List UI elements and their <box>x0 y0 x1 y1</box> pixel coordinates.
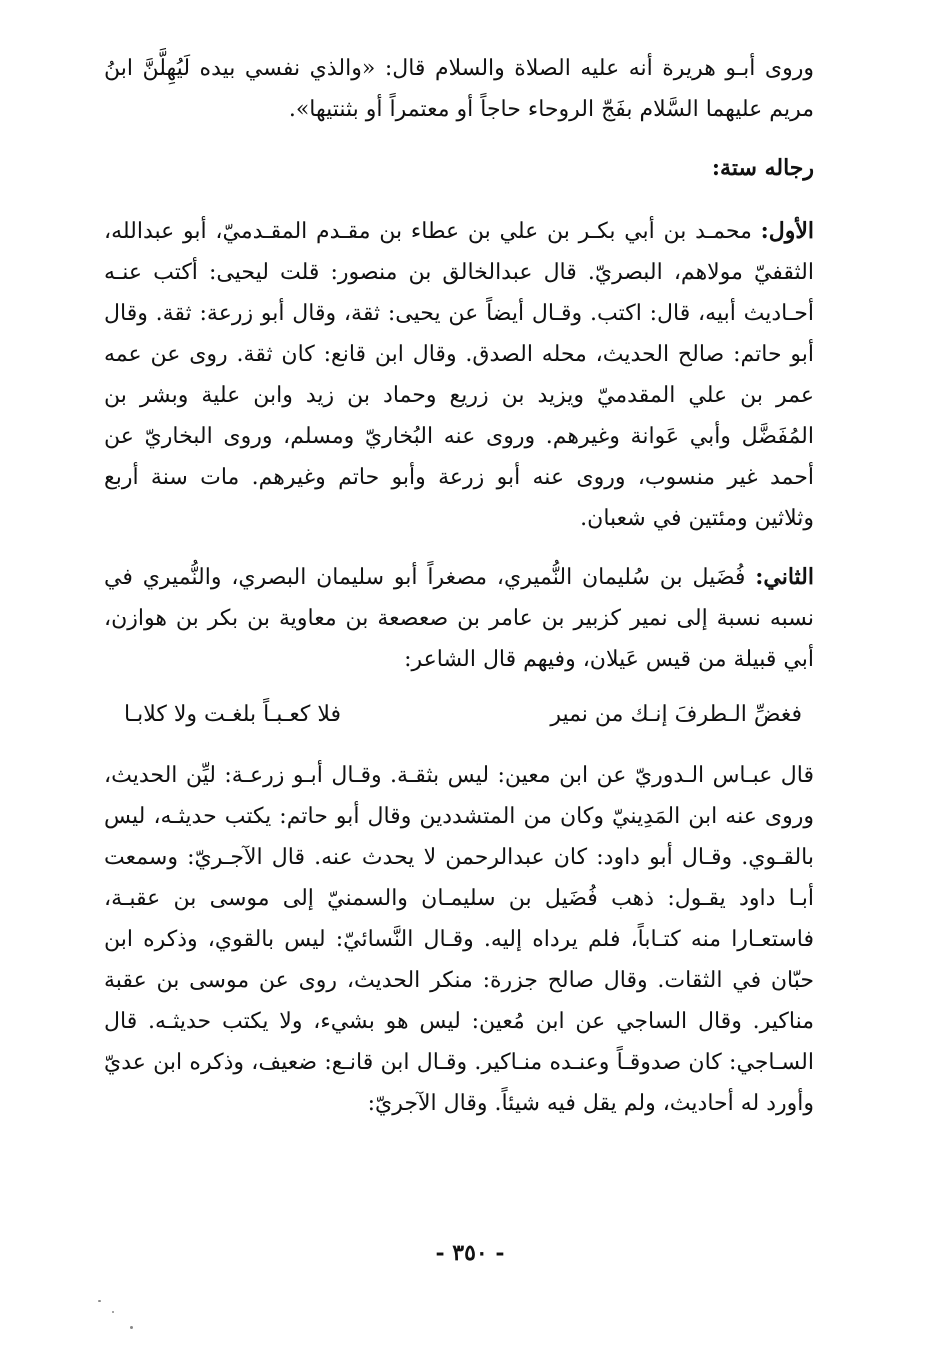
poetry-verse <box>104 694 814 735</box>
verse-first-hemistich: فغضِّ الـطرفَ إنـك من نمير <box>550 702 802 727</box>
narrator-first-label: الأول: <box>760 218 814 244</box>
narrator-second-text: فُضَيل بن سُليمان النُّميري، مصغراً أبو سليمان البصري، والنُّميري في نسبه نسبة إلى نمير كزبير بن عامر بن صعصعة بن معاوية بن بكر بن هوازن، أبي قبيلة من قيس عَيلان، وفيهم قال الشاعر: <box>104 565 814 672</box>
narrator-second-label: الثاني: <box>755 564 814 590</box>
page-body <box>104 48 814 1124</box>
verse-second-hemistich: فلا كعـبـاً بلغـت ولا كلابـا <box>124 702 342 727</box>
scan-speck <box>130 1326 133 1329</box>
narrator-first-paragraph <box>104 211 814 539</box>
section-heading: رجاله ستة: <box>711 155 814 181</box>
page-number: - ٣٥٠ - <box>435 1240 505 1266</box>
narrator-opinions-paragraph: قال عبـاس الـدوريّ عن ابن معين: ليس بثقـة. وقـال أبـو زرعـة: ليِّن الحديث، وروى عنه ابن المَدِينيّ وكان من المتشددين وقال أبو حاتم: يكتب حديثـه، ليس بالقـوي. وقـال أبو داود: كان عبدالرحمن لا يحدث عنه. قال الآجـريّ: وسمعت أبـا داود يقـول: ذهب فُضَيل بن سليمـان والسمنيّ إلى موسى بن عقبـة، فاستعـارا منه كتـاباً، فلم يرداه إليه. وقـال النَّسائيّ: ليس بالقوي، وذكره ابن حبّان في الثقات. وقال صالح جزرة: منكر الحديث، روى عن موسى بن عقبة مناكير. وقال الساجي عن ابن مُعين: ليس هو بشيء، ولا يكتب حديثـه. قال السـاجي: كان صدوقـاً وعنـده منـاكير. وقـال ابن قانـع: ضعيف، وذكره ابن عديّ وأورد له أحاديث، ولم يقل فيه شيئاً. وقال الآجريّ: <box>104 763 814 1116</box>
narrator-second-paragraph <box>104 557 814 680</box>
scan-speck <box>98 1300 101 1302</box>
narrator-first-text: محمـد بن أبي بكـر بن علي بن عطاء بن مقـدم المقـدميّ، أبو عبدالله، الثقفيّ مولاهم، البصريّ. قال عبدالخالق بن منصور: قلت ليحيى: أكتب عنـه أحـاديث أبيه، قال: اكتب. وقـال أيضاً عن يحيى: ثقة، وقال أبو زرعة: ثقة. وقال أبو حاتم: صالح الحديث، محله الصدق. وقال ابن قانع: كان ثقة. روى عن عمه عمر بن علي المقدميّ ويزيد بن زريع وحماد بن زيد وابن علية وبشر بن المُفَضَّل وأبي عَوانة وغيرهم. وروى عنه البُخاريّ ومسلم، وروى البخاريّ عن أحمد غير منسوب، وروى عنه أبو زرعة وأبو حاتم وغيرهم. مات سنة أربع وثلاثين ومئتين في شعبان. <box>104 219 814 531</box>
opening-paragraph: وروى أبـو هريرة أنه عليه الصلاة والسلام قال: «والذي نفسي بيده لَيُهِلَّنَّ ابنُ مريم عليهما السَّلام بفَجّ الروحاء حاجاً أو معتمراً أو بثنتيها». <box>104 56 814 122</box>
scan-speck <box>112 1311 114 1313</box>
